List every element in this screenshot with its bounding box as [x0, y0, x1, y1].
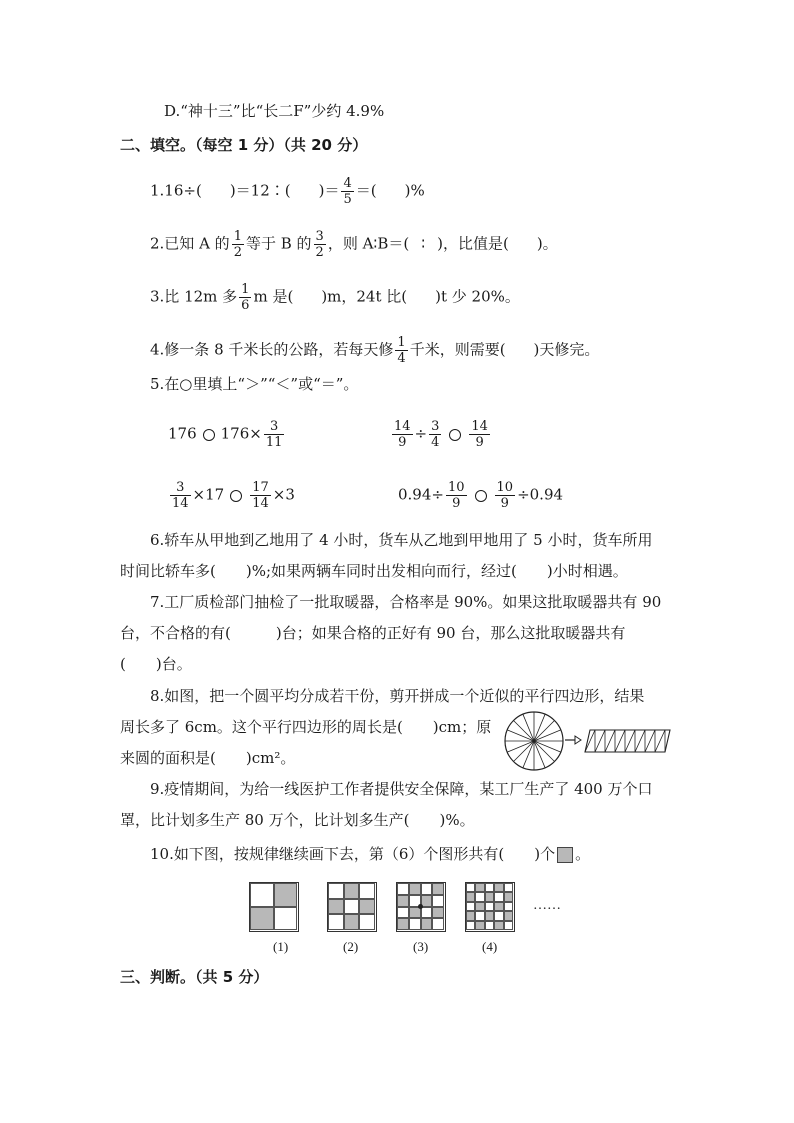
- grid-cell: [475, 921, 484, 930]
- grid-cell: [475, 892, 484, 901]
- grid-cell: [409, 883, 421, 895]
- pattern-grid-2: [327, 882, 377, 932]
- grid-cell: [466, 921, 475, 930]
- fraction: $\frac{14}{9}$: [471, 419, 488, 450]
- compare-circle[interactable]: [475, 490, 487, 502]
- pattern-grid-3: [396, 882, 446, 932]
- grid-cell: [421, 918, 433, 930]
- fraction: $\frac{10}{9}$: [447, 480, 465, 511]
- fraction: $\frac{1}{6}$: [241, 282, 250, 313]
- grid-cell: [485, 911, 494, 920]
- option-d: D.“神十三”比“长二F”少约 4.9%: [164, 102, 385, 120]
- grid-cell: [274, 883, 298, 907]
- question-3: 3.比 12m 多 $\frac{1}{6}$ m 是( )m，24t 比( )t 少 20%。: [150, 282, 520, 313]
- compare-circle[interactable]: [203, 429, 215, 441]
- grid-cell: [344, 899, 360, 915]
- grid-cell: [504, 911, 513, 920]
- grid-cell: [432, 907, 444, 919]
- grid-cell: [359, 899, 375, 915]
- pattern-grid-4: [465, 882, 515, 932]
- grid-cell: [494, 911, 503, 920]
- grid-cell: [397, 895, 409, 907]
- grid-cell: [466, 911, 475, 920]
- question-7-line-2: 台，不合格的有( )台；如果合格的正好有 90 台，那么这批取暖器共有: [120, 624, 626, 642]
- question-4: 4.修一条 8 千米长的公路，若每天修 $\frac{1}{4}$ 千米，则需要( )天修完。: [150, 335, 600, 366]
- grid-cell: [466, 892, 475, 901]
- compare-circle[interactable]: [449, 429, 461, 441]
- compare-3: $\frac{3}{14}$ ×17 $\frac{17}{14}$ ×3: [172, 480, 295, 511]
- grid-cell: [409, 918, 421, 930]
- center-dot-icon: [418, 904, 423, 909]
- grid-cell: [504, 921, 513, 930]
- figure-label-1: (1): [273, 939, 289, 954]
- question-5: 5.在○里填上“＞”“＜”或“＝”。: [150, 375, 359, 393]
- grid-cell: [421, 883, 433, 895]
- question-1: 1.16÷( )＝12∶( )＝ $\frac{4}{5}$ ＝( )%: [150, 176, 425, 207]
- compare-circle[interactable]: [230, 490, 242, 502]
- grid-cell: [432, 918, 444, 930]
- fraction: $\frac{3}{14}$: [172, 480, 189, 511]
- fraction: $\frac{10}{9}$: [496, 480, 514, 511]
- fraction: $\frac{3}{11}$: [265, 419, 283, 450]
- grid-cell: [274, 907, 298, 931]
- grid-cell: [328, 899, 344, 915]
- grid-cell: [504, 892, 513, 901]
- fraction: $\frac{14}{9}$: [394, 419, 411, 450]
- figure-label-4: (4): [482, 939, 498, 954]
- grid-cell: [475, 902, 484, 911]
- question-8-line-2: 周长多了 6cm。这个平行四边形的周长是( )cm；原: [120, 718, 492, 736]
- compare-1: 176 176× $\frac{3}{11}$: [168, 419, 283, 450]
- question-10: 10.如下图，按规律继续画下去，第（6）个图形共有( )个 。: [150, 845, 591, 863]
- grid-cell: [397, 883, 409, 895]
- fraction: $\frac{17}{14}$: [252, 480, 269, 511]
- fraction: $\frac{3}{4}$: [431, 419, 440, 450]
- grid-cell: [432, 895, 444, 907]
- arrow-head-icon: [575, 736, 581, 744]
- grid-cell: [466, 902, 475, 911]
- gray-square-icon: [557, 847, 573, 863]
- section2-title: 二、填空。（每空 1 分）（共 20 分）: [120, 136, 368, 154]
- grid-cell: [494, 921, 503, 930]
- question-2: 2.已知 A 的 $\frac{1}{2}$ 等于 B 的 $\frac{3}{2}$ ，则 A∶B＝( ∶ )，比值是( )。: [150, 229, 558, 260]
- grid-cell: [359, 883, 375, 899]
- fraction: $\frac{1}{2}$: [233, 229, 242, 260]
- grid-cell: [397, 918, 409, 930]
- question-9-line-1: 9.疫情期间，为给一线医护工作者提供安全保障，某工厂生产了 400 万个口: [150, 780, 653, 798]
- question-9-line-2: 罩，比计划多生产 80 万个，比计划多生产( )%。: [120, 811, 475, 829]
- grid-cell: [432, 883, 444, 895]
- figure-label-2: (2): [343, 939, 359, 954]
- grid-cell: [250, 907, 274, 931]
- grid-cell: [494, 902, 503, 911]
- fraction: $\frac{3}{2}$: [315, 229, 324, 260]
- grid-cell: [504, 902, 513, 911]
- circle-to-parallelogram-figure: [503, 710, 675, 774]
- compare-2: $\frac{14}{9}$ ÷ $\frac{3}{4}$ $\frac{14}{9}$: [394, 419, 488, 450]
- grid-cell: [328, 914, 344, 930]
- grid-cell: [359, 914, 375, 930]
- grid-cell: [485, 902, 494, 911]
- grid-cell: [504, 883, 513, 892]
- compare-4: 0.94÷ $\frac{10}{9}$ $\frac{10}{9}$ ÷0.94: [398, 480, 564, 511]
- grid-cell: [485, 921, 494, 930]
- grid-cell: [475, 911, 484, 920]
- grid-cell: [328, 883, 344, 899]
- grid-cell: [494, 883, 503, 892]
- question-7-line-3: ( )台。: [120, 655, 192, 673]
- section3-title: 三、判断。（共 5 分）: [120, 968, 269, 986]
- grid-cell: [485, 883, 494, 892]
- fraction: $\frac{1}{4}$: [397, 335, 406, 366]
- ellipsis: ……: [533, 898, 561, 913]
- grid-cell: [466, 883, 475, 892]
- fraction: $\frac{4}{5}$: [343, 176, 352, 207]
- grid-cell: [344, 914, 360, 930]
- grid-cell: [397, 907, 409, 919]
- grid-cell: [485, 892, 494, 901]
- grid-cell: [475, 883, 484, 892]
- question-6-line-1: 6.轿车从甲地到乙地用了 4 小时，货车从乙地到甲地用了 5 小时，货车所用: [150, 531, 653, 549]
- zigzag-parallelogram: [585, 730, 670, 752]
- divided-circle-icon: [505, 712, 563, 770]
- question-8-line-3: 来圆的面积是( )cm²。: [120, 749, 296, 767]
- grid-cell: [250, 883, 274, 907]
- grid-cell: [344, 883, 360, 899]
- grid-cell: [494, 892, 503, 901]
- figure-label-3: (3): [413, 939, 429, 954]
- pattern-grid-1: [249, 882, 299, 932]
- question-7-line-1: 7.工厂质检部门抽检了一批取暖器，合格率是 90%。如果这批取暖器共有 90: [150, 593, 662, 611]
- question-6-line-2: 时间比轿车多( )%;如果两辆车同时出发相向而行，经过( )小时相遇。: [120, 562, 628, 580]
- question-8-line-1: 8.如图，把一个圆平均分成若干份，剪开拼成一个近似的平行四边形，结果: [150, 687, 645, 705]
